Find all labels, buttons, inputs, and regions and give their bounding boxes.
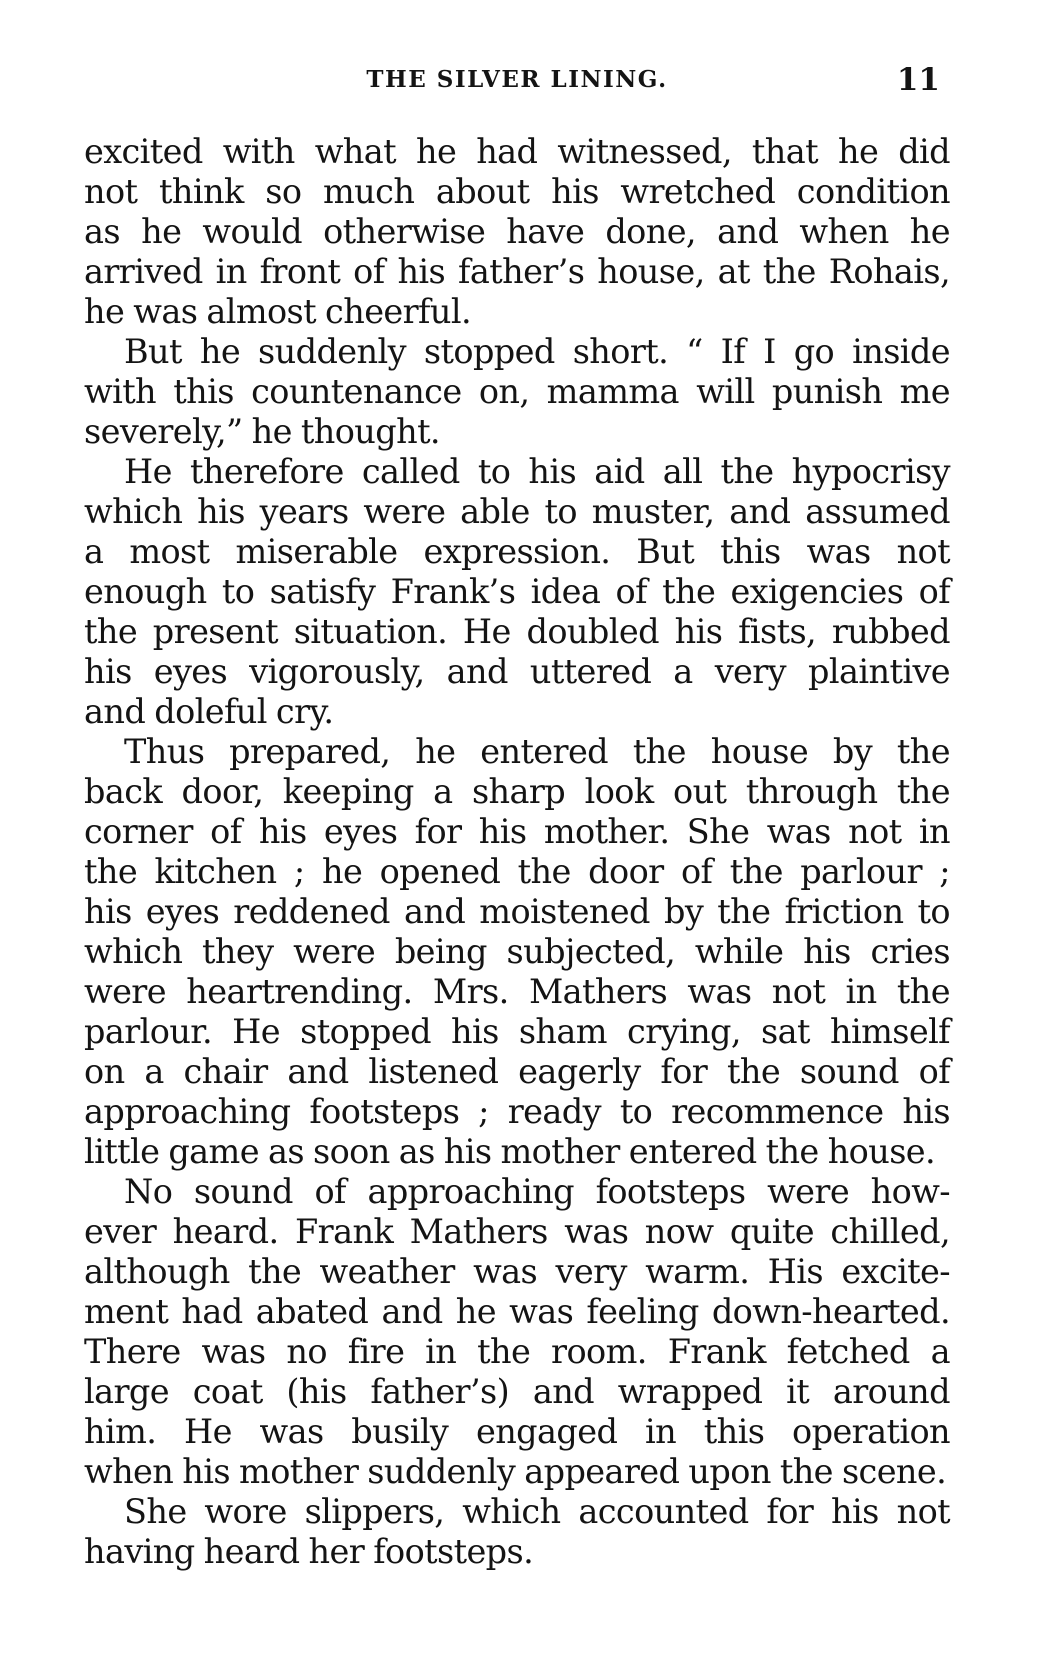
running-title: THE SILVER LINING.: [366, 66, 668, 93]
text-line: not think so much about his wretched condition: [84, 172, 950, 211]
text-line: She wore slippers, which accounted for his not: [124, 1492, 950, 1531]
body-text: [84, 132, 950, 1572]
page-number: 11: [896, 62, 940, 98]
paragraph: [84, 1492, 950, 1572]
text-line: little game as soon as his mother entered the house.: [84, 1132, 936, 1171]
text-line: There was no fire in the room. Frank fetched a: [84, 1332, 950, 1371]
text-line: parlour. He stopped his sham crying, sat himself: [84, 1012, 950, 1051]
text-line: the kitchen ; he opened the door of the parlour ;: [84, 852, 950, 891]
text-line: But he suddenly stopped short. “ If I go inside: [124, 332, 950, 371]
text-line: excited with what he had witnessed, that he did: [84, 132, 950, 171]
text-line: with this countenance on, mamma will punish me: [84, 372, 950, 411]
text-line: him. He was busily engaged in this operation: [84, 1412, 950, 1451]
paragraph: [84, 332, 950, 452]
text-line: his eyes vigorously, and uttered a very plaintive: [84, 652, 950, 691]
paragraph: [84, 132, 950, 332]
text-line: and doleful cry.: [84, 692, 334, 731]
text-line: Thus prepared, he entered the house by the: [124, 732, 950, 771]
text-line: the present situation. He doubled his fists, rubbed: [84, 612, 950, 651]
text-line: arrived in front of his father’s house, at the Rohais,: [84, 252, 950, 291]
paragraph: [84, 452, 950, 732]
text-line: corner of his eyes for his mother. She was not in: [84, 812, 950, 851]
paragraph: [84, 732, 950, 1172]
text-line: his eyes reddened and moistened by the friction to: [84, 892, 950, 931]
text-line: ever heard. Frank Mathers was now quite chilled,: [84, 1212, 950, 1251]
text-line: ment had abated and he was feeling down-hearted.: [84, 1292, 950, 1331]
text-line: when his mother suddenly appeared upon the scene.: [84, 1452, 947, 1491]
text-line: back door, keeping a sharp look out through the: [84, 772, 950, 811]
text-line: having heard her footsteps.: [84, 1532, 534, 1571]
text-line: enough to satisfy Frank’s idea of the exigencies of: [84, 572, 950, 611]
paragraph: [84, 1172, 950, 1492]
text-line: on a chair and listened eagerly for the sound of: [84, 1052, 950, 1091]
running-head: [84, 62, 950, 102]
text-line: large coat (his father’s) and wrapped it around: [84, 1372, 950, 1411]
text-line: approaching footsteps ; ready to recommence his: [84, 1092, 950, 1131]
text-line: severely,” he thought.: [84, 412, 440, 451]
text-line: No sound of approaching footsteps were how-: [124, 1172, 950, 1211]
text-line: which they were being subjected, while his cries: [84, 932, 950, 971]
text-line: he was almost cheerful.: [84, 292, 471, 331]
text-line: He therefore called to his aid all the hypocrisy: [124, 452, 950, 491]
text-line: although the weather was very warm. His excite-: [84, 1252, 950, 1291]
text-line: as he would otherwise have done, and when he: [84, 212, 950, 251]
text-line: were heartrending. Mrs. Mathers was not in the: [84, 972, 950, 1011]
text-line: a most miserable expression. But this was not: [84, 532, 950, 571]
text-line: which his years were able to muster, and assumed: [84, 492, 950, 531]
